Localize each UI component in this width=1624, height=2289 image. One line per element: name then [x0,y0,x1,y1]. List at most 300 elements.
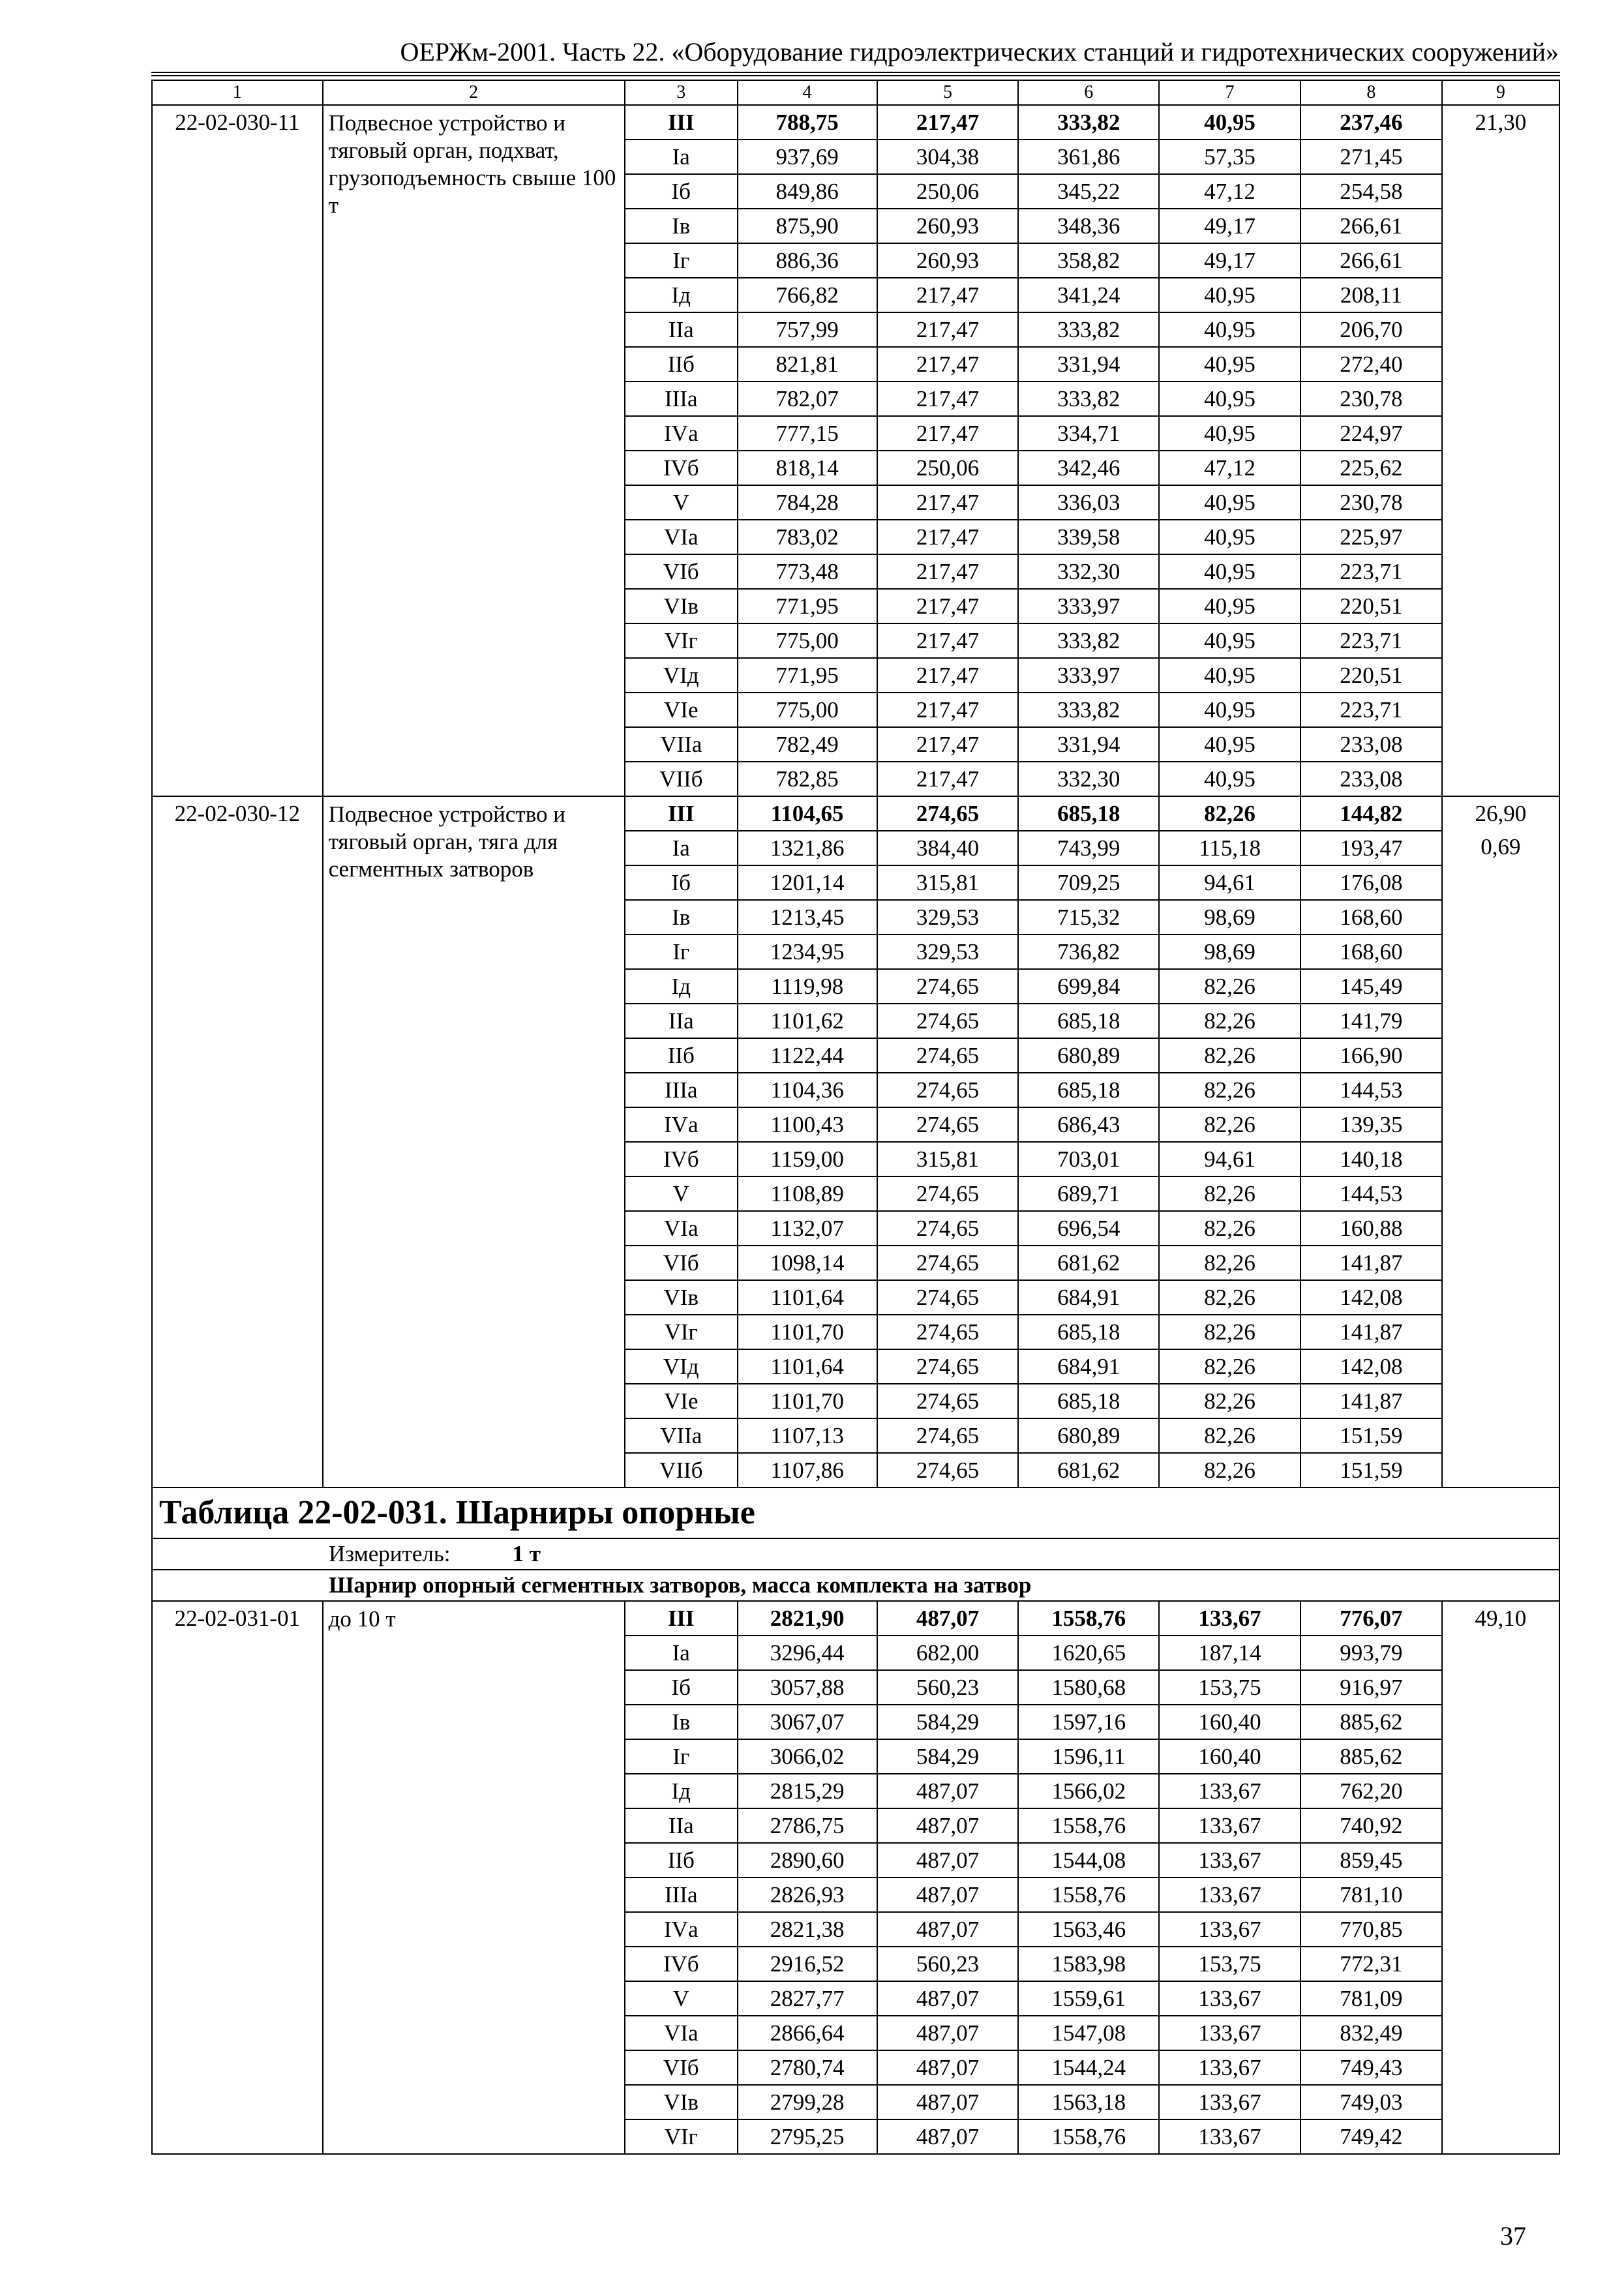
zone-cell: VIа [625,2016,738,2050]
column-number: 5 [877,80,1019,105]
zone-cell: Iв [625,209,738,243]
value-cell: 40,95 [1159,278,1301,312]
value-cell: 743,99 [1018,831,1159,865]
zone-cell: VIб [625,1246,738,1280]
zone-cell: IVб [625,1142,738,1176]
value-cell: 141,87 [1301,1246,1442,1280]
value-cell: 1101,64 [738,1280,877,1315]
value-cell: 250,06 [877,174,1019,209]
value-cell: 160,88 [1301,1211,1442,1246]
zone-cell: IVа [625,416,738,451]
running-header: ОЕРЖм-2001. Часть 22. «Оборудование гидроэлектрических станций и гидротехнических сооружений» [400,37,1559,67]
value-cell: 339,58 [1018,520,1159,554]
zone-cell: Iб [625,865,738,900]
column-9-value: 0,69 [1481,834,1521,860]
value-cell: 699,84 [1018,969,1159,1004]
value-cell: 266,61 [1301,243,1442,278]
value-cell: 217,47 [877,278,1019,312]
value-cell: 142,08 [1301,1280,1442,1315]
value-cell: 1107,86 [738,1453,877,1488]
value-cell: 223,71 [1301,554,1442,589]
value-cell: 220,51 [1301,658,1442,693]
value-cell: 1544,08 [1018,1843,1159,1878]
value-cell: 771,95 [738,589,877,623]
value-cell: 208,11 [1301,278,1442,312]
value-cell: 487,07 [877,1912,1019,1947]
value-cell: 1558,76 [1018,1878,1159,1912]
value-cell: 336,03 [1018,485,1159,520]
value-cell: 82,26 [1159,796,1301,831]
value-cell: 1104,36 [738,1073,877,1107]
header-rule [151,72,1560,76]
value-cell: 237,46 [1301,105,1442,140]
value-cell: 82,26 [1159,1004,1301,1038]
value-cell: 153,75 [1159,1947,1301,1981]
value-cell: 274,65 [877,1004,1019,1038]
value-cell: 331,94 [1018,727,1159,762]
column-9-value: 26,90 [1475,801,1527,826]
value-cell: 1159,00 [738,1142,877,1176]
value-cell: 560,23 [877,1670,1019,1705]
value-cell: 133,67 [1159,2016,1301,2050]
value-cell: 82,26 [1159,1038,1301,1073]
zone-cell: IVб [625,1947,738,1981]
value-cell: 82,26 [1159,1107,1301,1142]
value-cell: 193,47 [1301,831,1442,865]
rate-code: 22-02-031-01 [152,1601,323,2154]
rate-description: Подвесное устройство и тяговый орган, тяга для сегментных затворов [323,796,625,1488]
zone-cell: Iг [625,1739,738,1774]
value-cell: 685,18 [1018,796,1159,831]
value-cell: 133,67 [1159,2085,1301,2119]
value-cell: 266,61 [1301,209,1442,243]
value-cell: 384,40 [877,831,1019,865]
value-cell: 168,60 [1301,900,1442,935]
zone-cell: VIе [625,1384,738,1418]
value-cell: 144,53 [1301,1073,1442,1107]
rates-table [151,80,1560,2155]
value-cell: 782,07 [738,382,877,416]
value-cell: 770,85 [1301,1912,1442,1947]
value-cell: 274,65 [877,1176,1019,1211]
value-cell: 133,67 [1159,1878,1301,1912]
value-cell: 315,81 [877,865,1019,900]
column-number: 7 [1159,80,1301,105]
value-cell: 685,18 [1018,1315,1159,1349]
value-cell: 40,95 [1159,382,1301,416]
value-cell: 777,15 [738,416,877,451]
value-cell: 217,47 [877,485,1019,520]
zone-cell: Iг [625,935,738,969]
zone-cell: VIг [625,2119,738,2154]
value-cell: 260,93 [877,243,1019,278]
value-cell: 140,18 [1301,1142,1442,1176]
zone-cell: IIIа [625,1073,738,1107]
zone-cell: Iг [625,243,738,278]
zone-cell: VIг [625,1315,738,1349]
zone-cell: VIа [625,520,738,554]
value-cell: 685,18 [1018,1384,1159,1418]
value-cell: 333,82 [1018,382,1159,416]
zone-cell: VIIб [625,1453,738,1488]
value-cell: 217,47 [877,312,1019,347]
value-cell: 82,26 [1159,1418,1301,1453]
value-cell: 225,62 [1301,451,1442,485]
value-cell: 715,32 [1018,900,1159,935]
value-cell: 133,67 [1159,1774,1301,1808]
value-cell: 217,47 [877,382,1019,416]
value-cell: 849,86 [738,174,877,209]
value-cell: 749,43 [1301,2050,1442,2085]
value-cell: 2821,90 [738,1601,877,1636]
zone-cell: VIе [625,693,738,727]
value-cell: 1563,18 [1018,2085,1159,2119]
value-cell: 358,82 [1018,243,1159,278]
value-cell: 757,99 [738,312,877,347]
value-cell: 233,08 [1301,762,1442,796]
value-cell: 133,67 [1159,1912,1301,1947]
column-number: 1 [152,80,323,105]
value-cell: 40,95 [1159,658,1301,693]
value-cell: 2821,38 [738,1912,877,1947]
value-cell: 274,65 [877,1349,1019,1384]
column-9-value: 21,30 [1475,110,1527,135]
value-cell: 681,62 [1018,1453,1159,1488]
value-cell: 740,92 [1301,1808,1442,1843]
subsection-row [152,1570,1559,1601]
value-cell: 487,07 [877,1843,1019,1878]
value-cell: 782,85 [738,762,877,796]
zone-cell: III [625,796,738,831]
value-cell: 2780,74 [738,2050,877,2085]
value-cell: 762,20 [1301,1774,1442,1808]
value-cell: 145,49 [1301,969,1442,1004]
value-cell: 775,00 [738,693,877,727]
value-cell: 82,26 [1159,1384,1301,1418]
value-cell: 2815,29 [738,1774,877,1808]
value-cell: 331,94 [1018,347,1159,382]
value-cell: 681,62 [1018,1246,1159,1280]
value-cell: 274,65 [877,1246,1019,1280]
zone-cell: VIв [625,589,738,623]
value-cell: 333,82 [1018,105,1159,140]
value-cell: 40,95 [1159,485,1301,520]
value-cell: 1558,76 [1018,1601,1159,1636]
value-cell: 341,24 [1018,278,1159,312]
subsection-title: Шарнир опорный сегментных затворов, масса комплекта на затвор [152,1570,1559,1601]
value-cell: 217,47 [877,623,1019,658]
value-cell: 217,47 [877,416,1019,451]
zone-cell: VIд [625,1349,738,1384]
value-cell: 2827,77 [738,1981,877,2016]
zone-cell: Iв [625,900,738,935]
value-cell: 3296,44 [738,1636,877,1670]
rate-description: до 10 т [323,1601,625,2154]
table-title-row [152,1488,1559,1538]
value-cell: 772,31 [1301,1947,1442,1981]
value-cell: 217,47 [877,693,1019,727]
column-number-row [152,80,1559,105]
value-cell: 274,65 [877,1211,1019,1246]
zone-cell: VIг [625,623,738,658]
value-cell: 3067,07 [738,1705,877,1739]
value-cell: 2826,93 [738,1878,877,1912]
value-cell: 736,82 [1018,935,1159,969]
value-cell: 274,65 [877,1315,1019,1349]
value-cell: 916,97 [1301,1670,1442,1705]
value-cell: 82,26 [1159,1211,1301,1246]
meter-row [152,1538,1559,1570]
value-cell: 1597,16 [1018,1705,1159,1739]
value-cell: 560,23 [877,1947,1019,1981]
value-cell: 40,95 [1159,520,1301,554]
value-cell: 487,07 [877,1601,1019,1636]
zone-cell: VIв [625,2085,738,2119]
value-cell: 142,08 [1301,1349,1442,1384]
value-cell: 487,07 [877,2050,1019,2085]
value-cell: 885,62 [1301,1705,1442,1739]
zone-cell: IIIа [625,1878,738,1912]
rate-description: Подвесное устройство и тяговый орган, подхват, грузоподъемность свыше 100 т [323,105,625,796]
value-cell: 1101,70 [738,1315,877,1349]
value-cell: 771,95 [738,658,877,693]
value-cell: 223,71 [1301,623,1442,658]
zone-cell: VIIб [625,762,738,796]
value-cell: 40,95 [1159,589,1301,623]
value-cell: 40,95 [1159,727,1301,762]
value-cell: 332,30 [1018,554,1159,589]
value-cell: 487,07 [877,1981,1019,2016]
page-number: 37 [1500,2221,1526,2251]
value-cell: 1563,46 [1018,1912,1159,1947]
value-cell: 749,03 [1301,2085,1442,2119]
value-cell: 217,47 [877,554,1019,589]
value-cell: 329,53 [877,935,1019,969]
value-cell: 487,07 [877,2016,1019,2050]
value-cell: 141,87 [1301,1384,1442,1418]
value-cell: 187,14 [1159,1636,1301,1670]
value-cell: 2866,64 [738,2016,877,2050]
value-cell: 82,26 [1159,1453,1301,1488]
value-cell: 1559,61 [1018,1981,1159,2016]
zone-cell: Iд [625,278,738,312]
zone-cell: Iб [625,174,738,209]
value-cell: 271,45 [1301,140,1442,174]
value-cell: 133,67 [1159,2119,1301,2154]
value-cell: 993,79 [1301,1636,1442,1670]
value-cell: 781,10 [1301,1878,1442,1912]
value-cell: 40,95 [1159,312,1301,347]
value-cell: 332,30 [1018,762,1159,796]
value-cell: 133,67 [1159,1843,1301,1878]
zone-cell: IVа [625,1107,738,1142]
value-cell: 703,01 [1018,1142,1159,1176]
value-cell: 133,67 [1159,1808,1301,1843]
table-row [152,105,1559,140]
value-cell: 274,65 [877,1384,1019,1418]
value-cell: 82,26 [1159,969,1301,1004]
value-cell: 784,28 [738,485,877,520]
value-cell: 1596,11 [1018,1739,1159,1774]
value-cell: 304,38 [877,140,1019,174]
value-cell: 818,14 [738,451,877,485]
value-cell: 342,46 [1018,451,1159,485]
value-cell: 57,35 [1159,140,1301,174]
value-cell: 225,97 [1301,520,1442,554]
value-cell: 141,79 [1301,1004,1442,1038]
value-cell: 40,95 [1159,623,1301,658]
zone-cell: Iа [625,1636,738,1670]
value-cell: 1108,89 [738,1176,877,1211]
value-cell: 82,26 [1159,1246,1301,1280]
value-cell: 1098,14 [738,1246,877,1280]
value-cell: 1101,70 [738,1384,877,1418]
value-cell: 217,47 [877,727,1019,762]
value-cell: 886,36 [738,243,877,278]
value-cell: 937,69 [738,140,877,174]
table-title: Таблица 22-02-031. Шарниры опорные [152,1488,1559,1538]
value-cell: 3057,88 [738,1670,877,1705]
value-cell: 696,54 [1018,1211,1159,1246]
value-cell: 1100,43 [738,1107,877,1142]
value-cell: 1234,95 [738,935,877,969]
zone-cell: III [625,105,738,140]
value-cell: 1101,64 [738,1349,877,1384]
value-cell: 788,75 [738,105,877,140]
value-cell: 153,75 [1159,1670,1301,1705]
value-cell: 859,45 [1301,1843,1442,1878]
meter-label: Измеритель: [329,1541,451,1566]
value-cell: 1104,65 [738,796,877,831]
zone-cell: IVб [625,451,738,485]
zone-cell: IIб [625,1843,738,1878]
zone-cell: Iа [625,140,738,174]
value-cell: 832,49 [1301,2016,1442,2050]
value-cell: 487,07 [877,1774,1019,1808]
value-cell: 49,17 [1159,243,1301,278]
value-cell: 274,65 [877,1280,1019,1315]
value-cell: 217,47 [877,762,1019,796]
zone-cell: VIв [625,1280,738,1315]
value-cell: 133,67 [1159,1981,1301,2016]
value-cell: 82,26 [1159,1349,1301,1384]
value-cell: 3066,02 [738,1739,877,1774]
value-cell: 82,26 [1159,1315,1301,1349]
value-cell: 680,89 [1018,1038,1159,1073]
column-9-cell [1442,1601,1559,2154]
value-cell: 686,43 [1018,1107,1159,1142]
value-cell: 160,40 [1159,1739,1301,1774]
value-cell: 82,26 [1159,1176,1301,1211]
zone-cell: V [625,1981,738,2016]
column-9-cell [1442,796,1559,1488]
value-cell: 274,65 [877,969,1019,1004]
value-cell: 584,29 [877,1705,1019,1739]
table-row [152,1601,1559,1636]
value-cell: 230,78 [1301,382,1442,416]
value-cell: 40,95 [1159,347,1301,382]
value-cell: 98,69 [1159,935,1301,969]
value-cell: 144,82 [1301,796,1442,831]
value-cell: 224,97 [1301,416,1442,451]
value-cell: 40,95 [1159,416,1301,451]
value-cell: 1544,24 [1018,2050,1159,2085]
value-cell: 345,22 [1018,174,1159,209]
table-row [152,796,1559,831]
value-cell: 361,86 [1018,140,1159,174]
value-cell: 47,12 [1159,451,1301,485]
value-cell: 685,18 [1018,1004,1159,1038]
meter-value: 1 т [512,1541,541,1566]
zone-cell: Iб [625,1670,738,1705]
value-cell: 1107,13 [738,1418,877,1453]
value-cell: 94,61 [1159,865,1301,900]
value-cell: 315,81 [877,1142,1019,1176]
value-cell: 2795,25 [738,2119,877,2154]
zone-cell: VIб [625,554,738,589]
value-cell: 133,67 [1159,2050,1301,2085]
value-cell: 584,29 [877,1739,1019,1774]
zone-cell: IIа [625,312,738,347]
column-number: 4 [738,80,877,105]
value-cell: 1580,68 [1018,1670,1159,1705]
rate-code: 22-02-030-12 [152,796,323,1488]
value-cell: 217,47 [877,105,1019,140]
value-cell: 333,82 [1018,623,1159,658]
value-cell: 217,47 [877,658,1019,693]
value-cell: 260,93 [877,209,1019,243]
value-cell: 274,65 [877,1453,1019,1488]
zone-cell: VIIа [625,1418,738,1453]
value-cell: 775,00 [738,623,877,658]
value-cell: 333,97 [1018,658,1159,693]
column-number: 2 [323,80,625,105]
value-cell: 776,07 [1301,1601,1442,1636]
value-cell: 749,42 [1301,2119,1442,2154]
value-cell: 680,89 [1018,1418,1159,1453]
zone-cell: VIа [625,1211,738,1246]
value-cell: 47,12 [1159,174,1301,209]
value-cell: 1583,98 [1018,1947,1159,1981]
zone-cell: III [625,1601,738,1636]
value-cell: 274,65 [877,1418,1019,1453]
zone-cell: IIа [625,1004,738,1038]
value-cell: 230,78 [1301,485,1442,520]
column-number: 3 [625,80,738,105]
value-cell: 223,71 [1301,693,1442,727]
value-cell: 1547,08 [1018,2016,1159,2050]
value-cell: 487,07 [877,1808,1019,1843]
zone-cell: IVа [625,1912,738,1947]
value-cell: 487,07 [877,2119,1019,2154]
value-cell: 684,91 [1018,1280,1159,1315]
value-cell: 82,26 [1159,1073,1301,1107]
value-cell: 885,62 [1301,1739,1442,1774]
value-cell: 709,25 [1018,865,1159,900]
value-cell: 2786,75 [738,1808,877,1843]
value-cell: 1620,65 [1018,1636,1159,1670]
zone-cell: VIд [625,658,738,693]
value-cell: 682,00 [877,1636,1019,1670]
column-9-cell [1442,105,1559,796]
zone-cell: Iв [625,1705,738,1739]
value-cell: 272,40 [1301,347,1442,382]
value-cell: 1101,62 [738,1004,877,1038]
value-cell: 333,82 [1018,312,1159,347]
value-cell: 82,26 [1159,1280,1301,1315]
value-cell: 217,47 [877,520,1019,554]
rate-code: 22-02-030-11 [152,105,323,796]
